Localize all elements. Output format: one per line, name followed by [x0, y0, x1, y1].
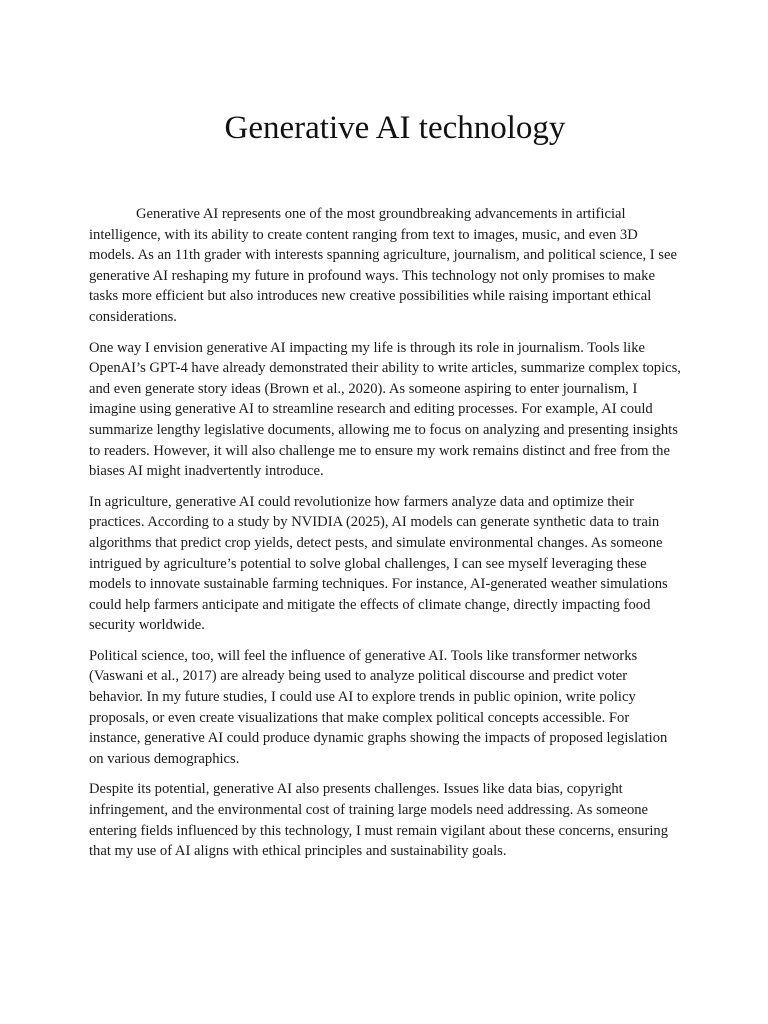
paragraph-political-science: Political science, too, will feel the influence of generative AI. Tools like transformer networks (Vaswani et al., 2017) are already being used to analyze political discourse and predict voter behavior. In my future studies, I could use AI to explore trends in public opinion, write policy proposals, or even create visualizations that make complex political concepts accessible. For instance, generative AI could produce dynamic graphs showing the impacts of proposed legislation on various demographics. [89, 647, 668, 767]
paragraph-challenges: Despite its potential, generative AI also presents challenges. Issues like data bias, copyright infringement, and the environmental cost of training large models need addressing. As someone entering fields influenced by this technology, I must remain vigilant about these concerns, ensuring that my use of AI aligns with ethical principles and sustainability goals. [89, 781, 669, 860]
paragraph-intro: Generative AI represents one of the most groundbreaking advancements in artificial intelligence, with its ability to create content ranging from text to images, music, and even 3D models. As an 11th grader with interests spanning agriculture, journalism, and political science, I see generative AI reshaping my future in profound ways. This technology not only promises to make tasks more efficient but also introduces new creative possibilities while raising important ethical considerations. [89, 206, 677, 325]
paragraph-journalism: One way I envision generative AI impacting my life is through its role in journalism. Tools like OpenAI’s GPT-4 have already demonstrated their ability to write articles, summarize complex topics, and even generate story ideas (Brown et al., 2020). As someone aspiring to enter journalism, I imagine using generative AI to streamline research and editing processes. For example, AI could summarize lengthy legislative documents, allowing me to focus on analyzing and presenting insights to readers. However, it will also challenge me to ensure my work remains distinct and free from the biases AI might inadvertently introduce. [89, 339, 681, 480]
document-body [89, 204, 681, 872]
document-title: Generative AI technology [224, 110, 566, 146]
paragraph-agriculture: In agriculture, generative AI could revolutionize how farmers analyze data and optimize their practices. According to a study by NVIDIA (2025), AI models can generate synthetic data to train algorithms that predict crop yields, detect pests, and simulate environmental changes. As someone intrigued by agriculture’s potential to solve global challenges, I can see myself leveraging these models to innovate sustainable farming techniques. For instance, AI-generated weather simulations could help farmers anticipate and mitigate the effects of climate change, directly impacting food security worldwide. [89, 493, 668, 634]
